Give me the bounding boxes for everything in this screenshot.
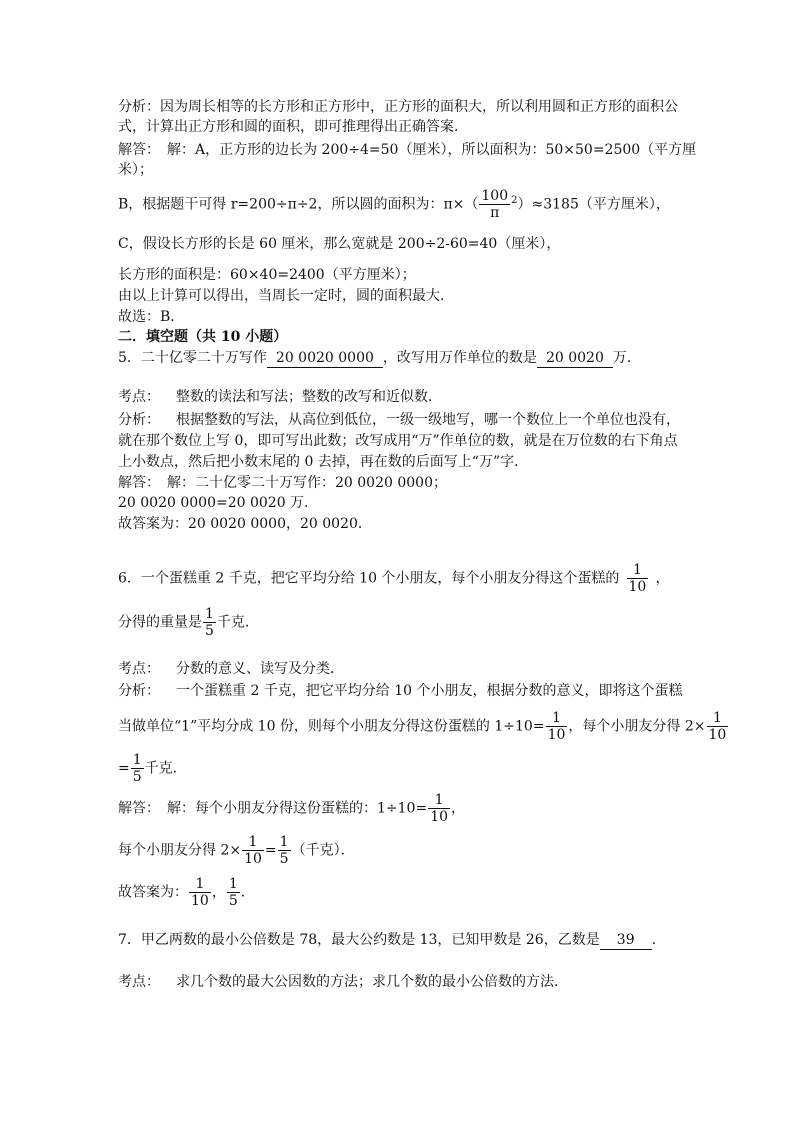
- solution-text: （千克）．: [291, 842, 355, 859]
- fraction-denominator: 10: [547, 727, 566, 743]
- q6-solution-2: [118, 834, 355, 867]
- q5-solution-2: 20 0020 0000=20 0020 万．: [118, 495, 319, 511]
- analysis-text: 一个蛋糕重 2 千克，把它平均分给 10 个小朋友，根据分数的意义，即将这个蛋糕: [176, 683, 683, 699]
- fraction-denominator: 10: [191, 893, 209, 909]
- question-5-text: 5．二十亿零二十万写作: [118, 350, 267, 366]
- fraction-numerator: 1: [546, 710, 568, 727]
- circle-area-result: ）≈3185（平方厘米），: [517, 196, 670, 213]
- fraction-1-over-5: [203, 606, 216, 639]
- kaodian-text: 求几个数的最大公因数的方法；求几个数的最小公倍数的方法．: [176, 974, 568, 990]
- solution-text: 每个小朋友分得 2×: [118, 842, 242, 859]
- question-7: [118, 930, 666, 950]
- fraction-1-over-10: [707, 710, 729, 743]
- fraction-numerator: 100: [481, 188, 509, 204]
- question-6-line-2: [118, 606, 259, 639]
- q6-solution-1: [118, 792, 465, 825]
- fraction-denominator: 5: [228, 893, 238, 909]
- fraction-1-over-10: [189, 876, 211, 909]
- analysis-line-2: 式，计算出正方形和圆的面积，即可推理得出正确答案．: [118, 119, 468, 135]
- q6-kaodian: [118, 659, 344, 679]
- q6-analysis-3: [118, 752, 187, 785]
- fraction-denominator: 10: [708, 727, 727, 743]
- question-6-text-2: 分得的重量是: [118, 614, 202, 631]
- solution-line-2: 米）；: [118, 162, 153, 178]
- q5-final-answer: 故答案为：20 0020 0000，20 0020．: [118, 516, 372, 532]
- fraction-denominator: 5: [279, 851, 289, 867]
- question-6-comma: ，: [655, 570, 670, 587]
- exponent: 2: [511, 194, 518, 206]
- final-answer-label: 故答案为：: [118, 884, 188, 901]
- equals-sign: =: [118, 760, 130, 777]
- fraction-numerator: 1: [279, 834, 289, 850]
- answer-choice: 故选：B．: [118, 309, 185, 325]
- period: ．: [240, 884, 255, 901]
- solution-line-conclusion: 由以上计算可以得出，当周长一定时，圆的面积最大．: [118, 288, 454, 304]
- q6-final-answer: [118, 876, 255, 909]
- fraction-numerator: 1: [242, 834, 264, 851]
- section-heading: 二．填空题（共 10 小题）: [118, 329, 288, 345]
- circle-area-text: B，根据题干可得 r=200÷π÷2，所以圆的面积为：π×（: [118, 196, 479, 213]
- fraction-1-over-5: [278, 834, 291, 867]
- solution-line-rect-area: 长方形的面积是：60×40=2400（平方厘米）；: [118, 267, 416, 283]
- q6-analysis-2: [118, 710, 729, 743]
- fraction-denominator: 5: [132, 769, 142, 785]
- fraction-1-over-10: [627, 562, 649, 595]
- analysis-text: ，每个小朋友分得 2×: [568, 718, 706, 735]
- q5-analysis-1: [118, 410, 680, 430]
- fraction-1-over-10: [242, 834, 264, 867]
- fraction-100-over-pi: [479, 188, 510, 221]
- kaodian-text: 整数的读法和写法；整数的改写和近似数．: [176, 389, 442, 405]
- fraction-numerator: 1: [428, 792, 450, 809]
- question-5-unit: 万．: [612, 350, 641, 366]
- question-5: [118, 348, 641, 368]
- q7-kaodian: [118, 972, 568, 992]
- q5-kaodian: [118, 387, 442, 407]
- solution-line-rect: C，假设长方形的长是 60 厘米，那么宽就是 200÷2-60=40（厘米），: [118, 236, 561, 252]
- fraction-1-over-10: [546, 710, 568, 743]
- analysis-label: 分析：: [118, 683, 160, 699]
- q5-analysis-3: 上小数点，然后把小数末尾的 0 去掉，再在数的后面写上“万”字．: [118, 454, 529, 470]
- question-7-period: ．: [651, 932, 666, 948]
- answer-blank-1: 20 0020 0000: [267, 349, 383, 368]
- fraction-denominator: 5: [205, 623, 214, 639]
- fraction-numerator: 1: [627, 562, 649, 579]
- fraction-denominator: 10: [244, 851, 262, 867]
- q5-solution-1: 解答： 解：二十亿零二十万写作：20 0020 0000；: [118, 475, 447, 491]
- fraction-1-over-10: [428, 792, 450, 825]
- fraction-denominator: π: [490, 205, 500, 221]
- answer-blank: 39: [600, 931, 652, 950]
- analysis-label: 分析：: [118, 412, 160, 428]
- kaodian-label: 考点：: [118, 974, 160, 990]
- analysis-text: 当做单位“1”平均分成 10 份，则每个小朋友分得这份蛋糕的 1÷10=: [118, 718, 545, 735]
- fraction-denominator: 10: [430, 809, 449, 825]
- solution-text: 解答： 解：每个小朋友分得这份蛋糕的：1÷10=: [118, 800, 428, 817]
- q6-analysis-1: [118, 681, 683, 701]
- q5-analysis-2: 就在那个数位上写 0，即可写出此数；改写成用“万”作单位的数，就是在万位数的右下角点: [118, 433, 678, 449]
- fraction-numerator: 1: [205, 606, 214, 622]
- fraction-1-over-5: [131, 752, 144, 785]
- question-6-unit: 千克．: [216, 614, 259, 631]
- answer-blank-fraction: [619, 562, 655, 595]
- fraction-numerator: 1: [228, 876, 238, 892]
- fraction-numerator: 1: [132, 752, 142, 768]
- fraction-numerator: 1: [189, 876, 211, 893]
- kaodian-label: 考点：: [118, 661, 160, 677]
- solution-line-1: 解答： 解：A，正方形的边长为 200÷4=50（厘米），所以面积为：50×50=2500（平方厘: [118, 142, 697, 158]
- solution-text: ，: [451, 800, 466, 817]
- fraction-1-over-5: [227, 876, 240, 909]
- solution-line-circle: [118, 188, 670, 221]
- question-7-text: 7．甲乙两数的最小公倍数是 78，最大公约数是 13，已知甲数是 26，乙数是: [118, 932, 600, 948]
- equals-sign: =: [264, 842, 277, 859]
- kaodian-label: 考点：: [118, 389, 160, 405]
- analysis-text: 根据整数的写法，从高位到低位，一级一级地写，哪一个数位上一个单位也没有，: [176, 412, 680, 428]
- fraction-numerator: 1: [707, 710, 729, 727]
- separator: ，: [211, 884, 226, 901]
- analysis-line-1: 分析：因为周长相等的长方形和正方形中，正方形的面积大，所以利用圆和正方形的面积公: [118, 99, 678, 115]
- question-5-mid: ，改写用万作单位的数是: [382, 350, 537, 366]
- analysis-text: 千克．: [144, 760, 187, 777]
- fraction-denominator: 10: [628, 579, 647, 595]
- question-6: [118, 562, 669, 595]
- kaodian-text: 分数的意义、读写及分类．: [176, 661, 344, 677]
- question-6-text: 6．一个蛋糕重 2 千克，把它平均分给 10 个小朋友，每个小朋友分得这个蛋糕的: [118, 570, 620, 587]
- answer-blank-2: 20 0020: [537, 349, 613, 368]
